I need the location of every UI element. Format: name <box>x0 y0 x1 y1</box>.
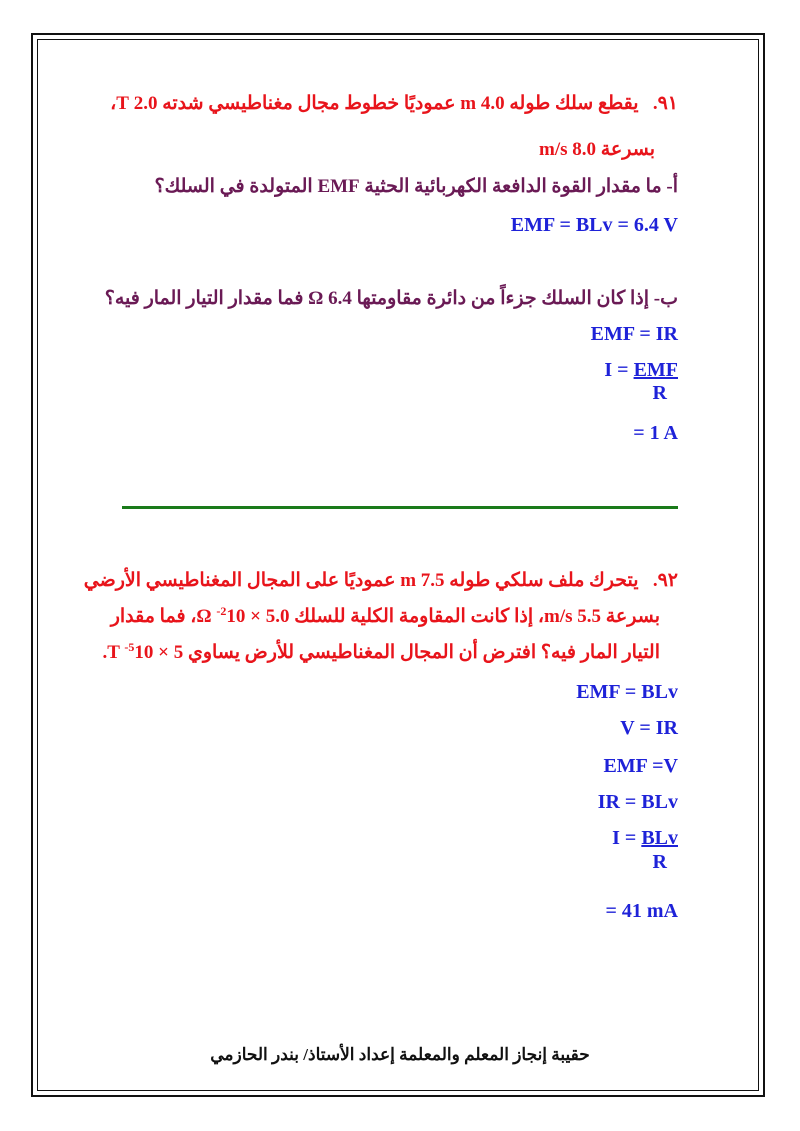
q92-line2-exponent: -2 <box>216 604 227 618</box>
q92-text-line1: يتحرك ملف سلكي طوله 7.5 m عموديًا على المجال المغناطيسي الأرضي <box>83 570 639 591</box>
q92-eq6: = 41 mA <box>605 900 678 922</box>
q92-eq3: EMF =V <box>603 755 678 777</box>
q92-line2-a: بسرعة 5.5 m/s، إذا كانت المقاومة الكلية للسلك Ω <box>196 606 660 627</box>
q91-eq2 <box>604 358 678 382</box>
q92-eq5-left: I = <box>612 827 642 849</box>
q92-line2-b: 10 × 5.0، فما مقدار <box>110 606 290 627</box>
q91-eq1: EMF = IR <box>590 323 678 345</box>
q92-line1 <box>84 569 678 593</box>
q91-line1 <box>110 92 678 116</box>
q92-eq2: V = IR <box>620 717 678 739</box>
q91-eq3: = 1 A <box>633 422 678 444</box>
q92-line3-b: 10 × 5. <box>102 642 184 663</box>
q91-part-a: أ- ما مقدار القوة الدافعة الكهربائية الحثية EMF المتولدة في السلك؟ <box>154 176 678 197</box>
q91-text-line1: يقطع سلك طوله 4.0 m عموديًا خطوط مجال مغناطيسي شدته 2.0 T، <box>110 93 639 114</box>
q92-line2 <box>111 605 660 629</box>
q91-number: ٩١. <box>652 93 678 114</box>
q92-eq5 <box>612 826 678 850</box>
q91-eq2-numerator: EMF <box>633 359 678 381</box>
q91-answer-a: EMF = BLv = 6.4 V <box>510 214 678 236</box>
q92-eq5-denominator: R <box>652 851 667 873</box>
q92-number: ٩٢. <box>652 570 678 591</box>
q92-line3-exponent: -5 <box>124 640 135 654</box>
q91-part-b: ب- إذا كان السلك جزءاً من دائرة مقاومتها Ω 6.4 فما مقدار التيار المار فيه؟ <box>104 288 678 309</box>
q91-line2: بسرعة 8.0 m/s <box>539 139 655 160</box>
q92-line3 <box>103 641 660 665</box>
q92-line3-a: التيار المار فيه؟ افترض أن المجال المغناطيسي للأرض يساوي T <box>107 642 660 663</box>
q91-eq2-left: I = <box>604 359 634 381</box>
q92-eq5-numerator: BLv <box>641 827 678 849</box>
q92-eq1: EMF = BLv <box>576 681 678 703</box>
q92-eq4: IR = BLv <box>597 791 678 813</box>
section-divider <box>122 506 678 509</box>
page-footer: حقيبة إنجاز المعلم والمعلمة إعداد الأستاذ/ بندر الحازمي <box>210 1045 590 1064</box>
q91-eq2-denominator: R <box>652 382 667 404</box>
